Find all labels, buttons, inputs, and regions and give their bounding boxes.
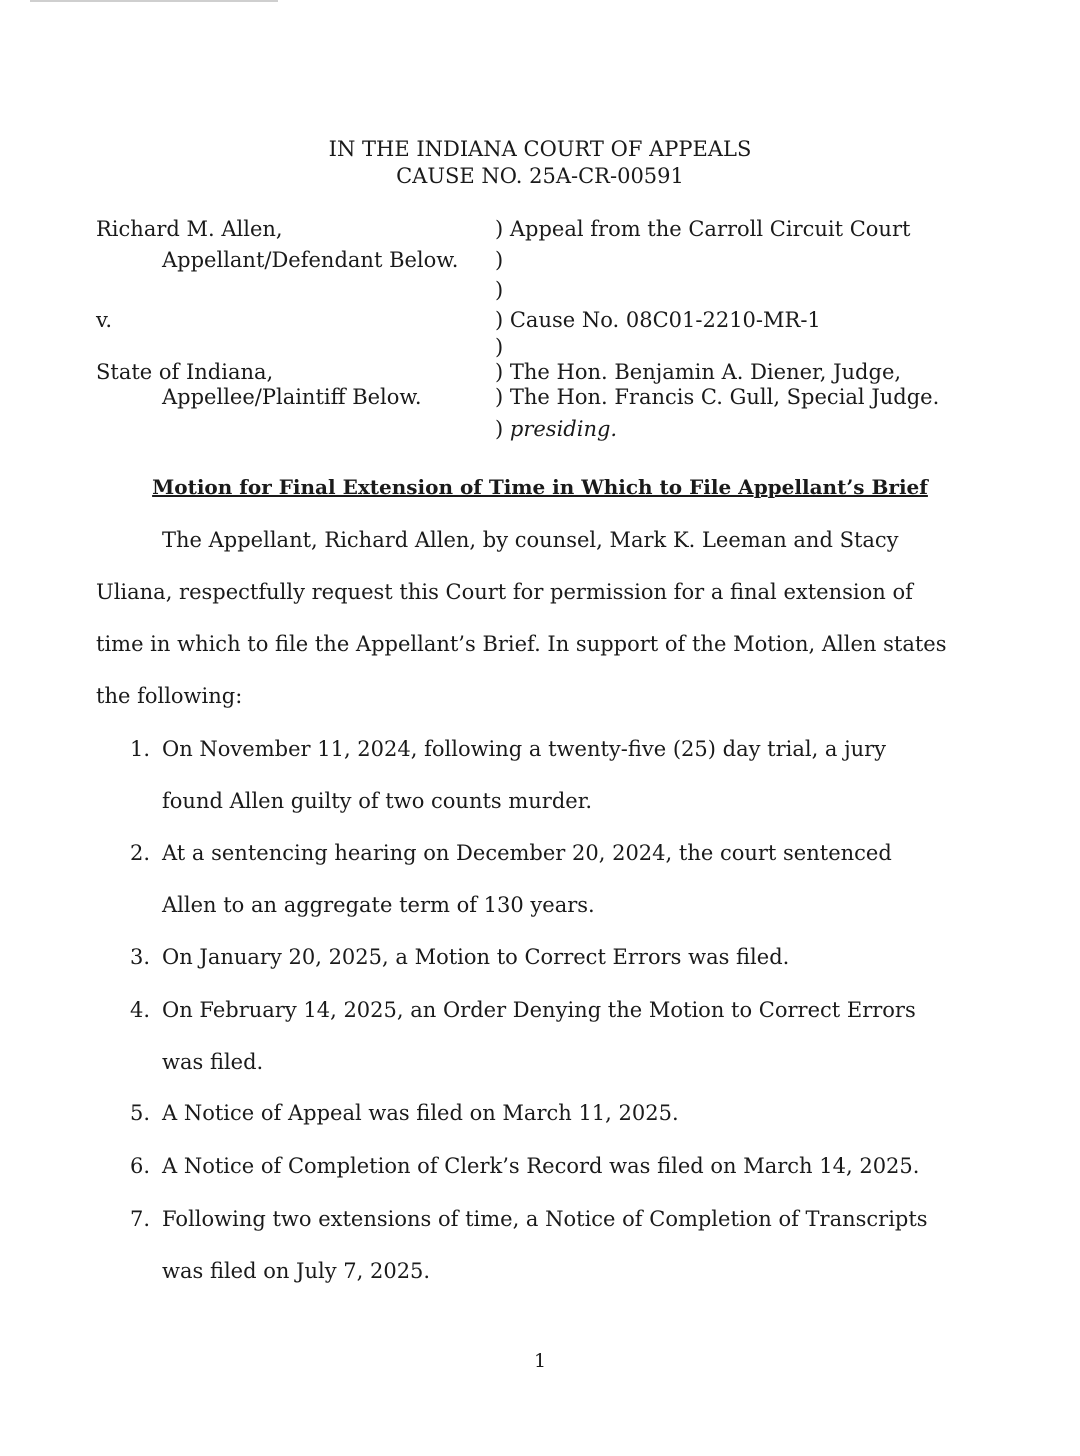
list-item-line: was filed on July 7, 2025. [162,1259,431,1283]
appellant-name: Richard M. Allen, [96,217,283,241]
list-item-number: 1. [129,737,150,761]
list-item-number: 7. [129,1207,150,1231]
list-item-number: 2. [129,841,150,865]
list-item-line: At a sentencing hearing on December 20, 2024, the court sentenced [162,841,892,865]
caption-right-line-5: ) [495,335,504,359]
cause-number: CAUSE NO. 25A-CR-00591 [396,164,684,188]
appellant-role: Appellant/Defendant Below. [162,248,459,272]
intro-line-1: The Appellant, Richard Allen, by counsel, Mark K. Leeman and Stacy [162,528,899,552]
caption-right-line-3: ) [495,278,504,302]
caption-right-line-8 [495,416,617,442]
list-item-line: was filed. [162,1050,264,1074]
list-item-line: On November 11, 2024, following a twenty-five (25) day trial, a jury [162,737,887,761]
intro-line-4: the following: [96,684,243,708]
versus: v. [96,308,113,332]
list-item-line: Allen to an aggregate term of 130 years. [162,893,595,917]
list-item-line: found Allen guilty of two counts murder. [162,789,593,813]
appellee-role: Appellee/Plaintiff Below. [162,385,422,409]
list-item-number: 3. [129,945,150,969]
caption-paren: ) [495,417,504,441]
motion-title: Motion for Final Extension of Time in Which to File Appellant’s Brief [152,475,928,499]
top-edge-line [30,0,278,2]
list-item-line: Following two extensions of time, a Notice of Completion of Transcripts [162,1207,928,1231]
caption-right-line-1: ) Appeal from the Carroll Circuit Court [495,217,911,241]
list-item-line: A Notice of Appeal was filed on March 11, 2025. [162,1101,679,1125]
caption-right-line-4: ) Cause No. 08C01-2210-MR-1 [495,308,821,332]
caption-right-line-2: ) [495,248,504,272]
caption-right-line-6: ) The Hon. Benjamin A. Diener, Judge, [495,360,902,384]
court-name: IN THE INDIANA COURT OF APPEALS [328,137,752,161]
appellee-name: State of Indiana, [96,360,274,384]
list-item-line: On January 20, 2025, a Motion to Correct Errors was filed. [162,945,790,969]
presiding-text: presiding. [509,417,618,441]
list-item-number: 4. [129,998,150,1022]
list-item-line: On February 14, 2025, an Order Denying the Motion to Correct Errors [162,998,916,1022]
caption-right-line-7: ) The Hon. Francis C. Gull, Special Judge. [495,385,940,409]
list-item-number: 6. [129,1154,150,1178]
list-item-line: A Notice of Completion of Clerk’s Record was filed on March 14, 2025. [162,1154,920,1178]
intro-line-3: time in which to file the Appellant’s Brief. In support of the Motion, Allen states [96,632,947,656]
list-item-number: 5. [129,1101,150,1125]
page-number: 1 [533,1350,547,1372]
intro-line-2: Uliana, respectfully request this Court for permission for a final extension of [96,580,913,604]
